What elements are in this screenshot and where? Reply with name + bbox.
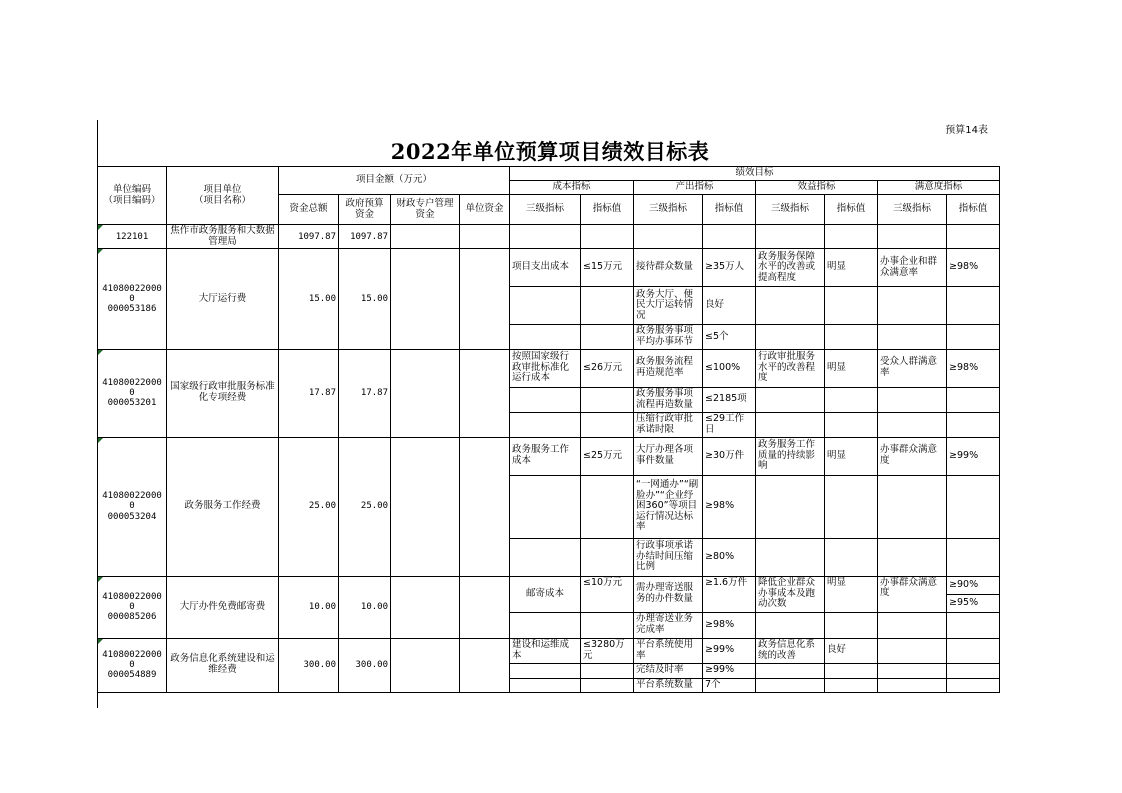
project-gov: 25.00 [339, 437, 391, 576]
cost-indicator: 项目支出成本 [510, 249, 581, 287]
cost-indicator: 邮寄成本 [510, 576, 581, 612]
header-amount-group: 项目金额（万元） [279, 167, 510, 195]
cost-indicator: 按照国家级行政审批标准化运行成本 [510, 349, 581, 387]
benefit-value: 明显 [825, 249, 878, 287]
project-total: 15.00 [279, 249, 339, 349]
output-value: ≥35万人 [703, 249, 756, 287]
header-benefit-category: 效益指标 [756, 181, 878, 195]
project-code-part: 000053201 [107, 398, 157, 409]
header-value: 指标值 [947, 195, 1000, 225]
project-name: 大厅办件免费邮寄费 [167, 576, 279, 638]
header-unit-name-line1: 项目单位 [203, 183, 242, 195]
satisfaction-value: ≥98% [947, 349, 1000, 387]
benefit-value: 明显 [825, 437, 878, 475]
satisfaction-indicator: 办事群众满意度 [878, 437, 947, 475]
benefit-indicator: 政务信息化系统的改善 [756, 638, 825, 663]
output-value: ≥98% [703, 475, 756, 538]
cost-value: ≤25万元 [581, 437, 634, 475]
header-unit-code-line1: 单位编码 [112, 183, 151, 195]
performance-table [97, 166, 1000, 693]
cost-value: ≤10万元 [581, 576, 634, 612]
output-value: ≤5个 [703, 325, 756, 349]
output-indicator: 完结及时率 [634, 663, 703, 678]
output-value: ≥99% [703, 663, 756, 678]
header-level3: 三级指标 [634, 195, 703, 225]
output-indicator: 平台系统数量 [634, 678, 703, 692]
project-code-part: 000054889 [107, 670, 157, 681]
header-level3: 三级指标 [756, 195, 825, 225]
header-satisfaction-category: 满意度指标 [878, 181, 1000, 195]
satisfaction-indicator: 办事群众满意度 [878, 576, 947, 612]
header-level3: 三级指标 [878, 195, 947, 225]
output-indicator: 政务服务事项流程再造数量 [634, 387, 703, 412]
cost-indicator: 政务服务工作成本 [510, 437, 581, 475]
project-code [98, 638, 167, 692]
output-value: ≤29工作日 [703, 412, 756, 437]
header-output-category: 产出指标 [634, 181, 756, 195]
project-total: 300.00 [279, 638, 339, 692]
header-value: 指标值 [581, 195, 634, 225]
header-value: 指标值 [703, 195, 756, 225]
page-label: 预算14表 [945, 125, 988, 136]
output-indicator: 接待群众数量 [634, 249, 703, 287]
output-indicator: 政务服务事项平均办事环节 [634, 325, 703, 349]
document-title: 2022年单位预算项目绩效目标表 [390, 139, 710, 164]
cost-value: ≤26万元 [581, 349, 634, 387]
unit-total: 1097.87 [279, 225, 339, 249]
project-gov: 300.00 [339, 638, 391, 692]
project-name: 政务信息化系统建设和运维经费 [167, 638, 279, 692]
project-code-part: 410800220000 [102, 491, 162, 512]
project-gov: 15.00 [339, 249, 391, 349]
output-indicator: 政务服务流程再造规范率 [634, 349, 703, 387]
header-cost-category: 成本指标 [510, 181, 634, 195]
header-gov-funds: 政府预算资金 [339, 195, 391, 225]
output-indicator: 行政事项承诺办结时间压缩比例 [634, 538, 703, 576]
header-special-funds: 财政专户管理资金 [391, 195, 460, 225]
benefit-value: 明显 [825, 349, 878, 387]
project-total: 25.00 [279, 437, 339, 576]
header-total-funds: 资金总额 [279, 195, 339, 225]
unit-gov: 1097.87 [339, 225, 391, 249]
output-value: ≥99% [703, 638, 756, 663]
project-code-part: 410800220000 [102, 591, 162, 612]
benefit-indicator: 降低企业群众办事成本及跑动次数 [756, 576, 825, 612]
output-value: 良好 [703, 287, 756, 325]
header-value: 指标值 [825, 195, 878, 225]
output-value: ≥30万件 [703, 437, 756, 475]
benefit-indicator: 政务服务保障水平的改善或提高程度 [756, 249, 825, 287]
output-value: ≤2185项 [703, 387, 756, 412]
satisfaction-value: ≥98% [947, 249, 1000, 287]
project-code-part: 000085206 [107, 612, 157, 623]
header-unit-code [98, 167, 167, 225]
project-code-part: 000053186 [107, 303, 157, 314]
output-indicator: 办理寄送业务完成率 [634, 612, 703, 638]
output-indicator: 政务大厅、便民大厅运转情况 [634, 287, 703, 325]
project-gov: 10.00 [339, 576, 391, 638]
header-unit-code-line2: （项目编码） [103, 194, 161, 206]
project-name: 政务服务工作经费 [167, 437, 279, 576]
output-value: ≥1.6万件 [703, 576, 756, 612]
project-name: 大厅运行费 [167, 249, 279, 349]
cost-value: ≤3280万元 [581, 638, 634, 663]
output-indicator: “一网通办”“刷脸办”“企业纾困360”等项目运行情况达标率 [634, 475, 703, 538]
project-code-part: 410800220000 [102, 649, 162, 670]
output-indicator: 压缩行政审批承诺时限 [634, 412, 703, 437]
satisfaction-value: ≥99% [947, 437, 1000, 475]
output-value: ≤100% [703, 349, 756, 387]
project-code-part: 410800220000 [102, 377, 162, 398]
output-value: 7个 [703, 678, 756, 692]
cost-value: ≤15万元 [581, 249, 634, 287]
output-value: ≥98% [703, 612, 756, 638]
output-indicator: 需办理寄送服务的办件数量 [634, 576, 703, 612]
project-code [98, 249, 167, 349]
project-code-part: 000053204 [107, 511, 157, 522]
project-total: 10.00 [279, 576, 339, 638]
unit-code: 122101 [98, 225, 167, 249]
benefit-indicator: 行政审批服务水平的改善程度 [756, 349, 825, 387]
unit-name: 焦作市政务服务和大数据管理局 [167, 225, 279, 249]
project-code [98, 576, 167, 638]
project-total: 17.87 [279, 349, 339, 437]
project-code [98, 437, 167, 576]
header-unit-funds: 单位资金 [460, 195, 510, 225]
project-gov: 17.87 [339, 349, 391, 437]
satisfaction-value: ≥90% [947, 576, 1000, 594]
satisfaction-value-secondary: ≥95% [947, 594, 1000, 612]
project-code-part: 410800220000 [102, 283, 162, 304]
header-perf-group: 绩效目标 [510, 167, 1000, 181]
header-level3: 三级指标 [510, 195, 581, 225]
satisfaction-indicator: 办事企业和群众满意率 [878, 249, 947, 287]
output-indicator: 大厅办理各项事件数量 [634, 437, 703, 475]
satisfaction-indicator: 受众人群满意率 [878, 349, 947, 387]
benefit-value: 良好 [825, 638, 878, 663]
header-unit-name [167, 167, 279, 225]
project-code [98, 349, 167, 437]
benefit-indicator: 政务服务工作质量的持续影响 [756, 437, 825, 475]
header-unit-name-line2: （项目名称） [193, 194, 251, 206]
benefit-value: 明显 [825, 576, 878, 612]
output-value: ≥80% [703, 538, 756, 576]
project-name: 国家级行政审批服务标准化专项经费 [167, 349, 279, 437]
output-indicator: 平台系统使用率 [634, 638, 703, 663]
cost-indicator: 建设和运维成本 [510, 638, 581, 663]
